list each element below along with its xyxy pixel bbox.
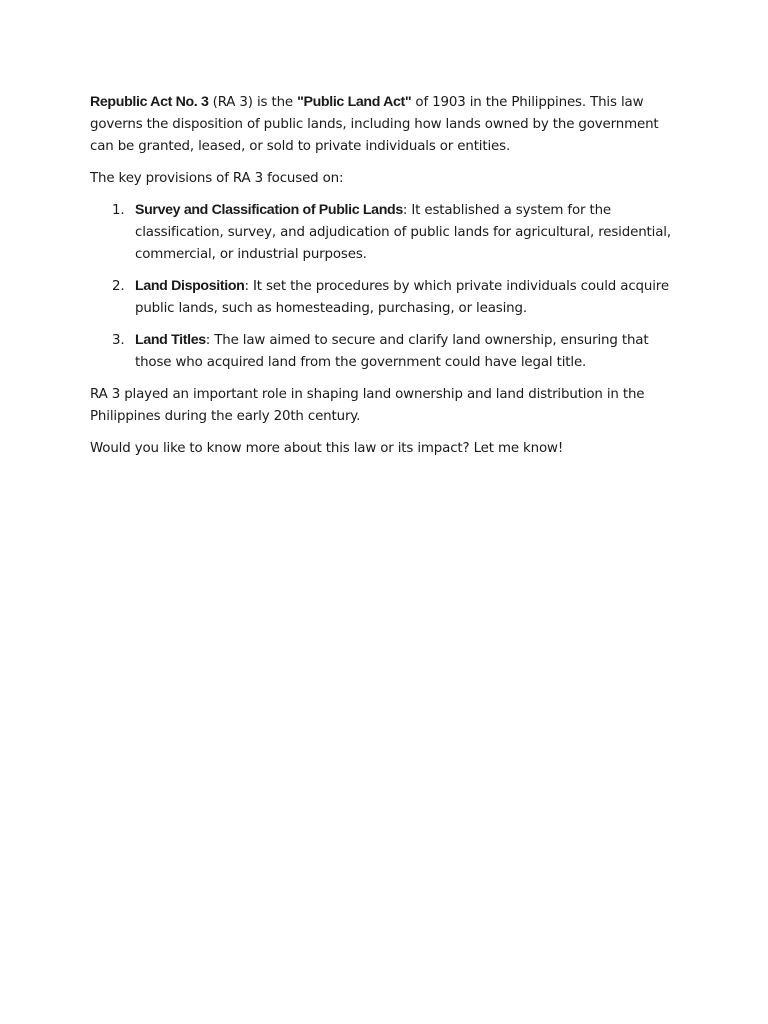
act-name: "Public Land Act" bbox=[297, 94, 412, 110]
list-item bbox=[90, 276, 680, 320]
provisions-intro: The key provisions of RA 3 focused on: bbox=[90, 170, 344, 186]
provisions-list bbox=[90, 200, 680, 374]
provision-text: : It established a system for the classification, survey, and adjudication of public lands for agricultural, residential, commercial, or industrial purposes. bbox=[135, 203, 671, 262]
intro-text-2: of 1903 in the Philippines. This law governs the disposition of public lands, including how lands owned by the government can be granted, leased, or sold to private individuals or entities. bbox=[90, 95, 659, 154]
provision-title: Survey and Classification of Public Lands bbox=[135, 202, 403, 219]
act-title: Republic Act No. 3 bbox=[90, 94, 209, 110]
list-number: 3. bbox=[112, 333, 125, 349]
intro-paragraph bbox=[90, 92, 680, 157]
provision-title: Land Disposition bbox=[135, 278, 245, 295]
list-number: 2. bbox=[112, 279, 125, 295]
provision-text: : The law aimed to secure and clarify land ownership, ensuring that those who acquired land from the government could have legal title. bbox=[135, 333, 649, 370]
provision-title: Land Titles bbox=[135, 332, 206, 349]
closing-paragraph: Would you like to know more about this law or its impact? Let me know! bbox=[90, 441, 564, 457]
conclusion-paragraph: RA 3 played an important role in shaping land ownership and land distribution in the Philippines during the early 20th century. bbox=[90, 387, 645, 425]
list-item bbox=[90, 200, 680, 265]
list-number: 1. bbox=[112, 203, 125, 219]
list-item bbox=[90, 330, 680, 374]
intro-text-1: (RA 3) is the bbox=[208, 95, 298, 110]
document-body bbox=[90, 92, 680, 471]
provision-text: : It set the procedures by which private individuals could acquire public lands, such as homesteading, purchasing, or leasing. bbox=[135, 279, 669, 316]
